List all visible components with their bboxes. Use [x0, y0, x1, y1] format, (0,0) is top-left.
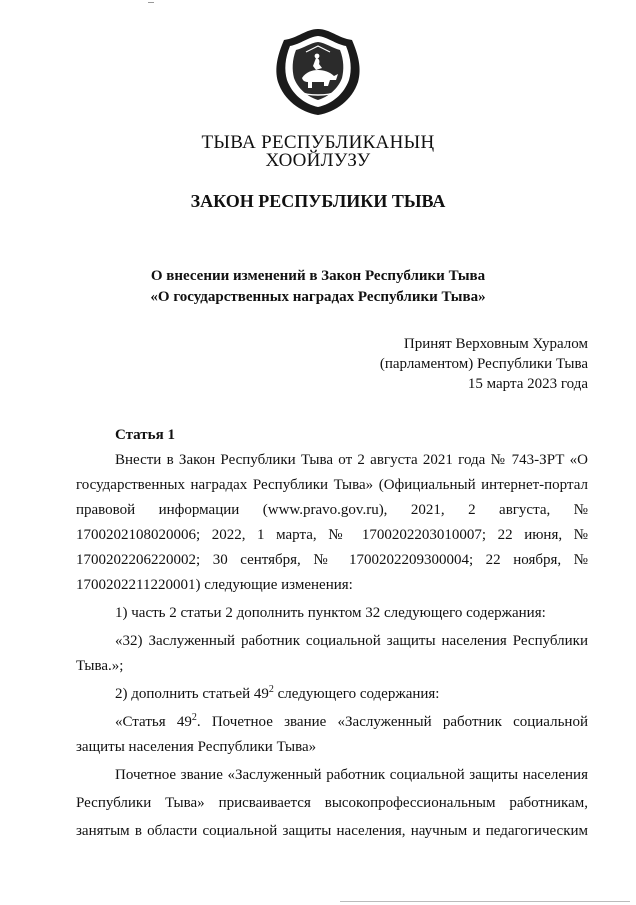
- adoption-line2: (парламентом) Республики Тыва: [379, 356, 588, 372]
- article-text-line: 1700202211220001) следующие изменения:: [76, 577, 353, 593]
- item2-superscript: 2: [268, 684, 274, 695]
- article-quote-line: Тыва.»;: [76, 658, 124, 674]
- new-article-heading-cont: защиты населения Республики Тыва»: [76, 739, 317, 755]
- article-text-line: правовой информации (www.pravo.gov.ru), 2021, 2 августа, №: [76, 502, 588, 518]
- scan-mark: [148, 2, 154, 3]
- scan-edge: [340, 901, 630, 902]
- quote-prefix: «Статья 49: [115, 714, 192, 730]
- coat-of-arms-emblem: [272, 26, 364, 118]
- article-item-2: [76, 682, 588, 707]
- quote-superscript: 2: [191, 712, 197, 723]
- adoption-date: 15 марта 2023 года: [467, 376, 588, 392]
- article-heading: Статья 1: [115, 427, 175, 443]
- article-text-line: 1700202206220002; 30 сентября, № 1700202209300004; 22 ноября, №: [76, 552, 588, 568]
- final-text-line: Республики Тыва» присваивается высокопрофессиональным работникам,: [76, 795, 588, 811]
- article-text-line: государственных наградах Республики Тыва» (Официальный интернет-портал: [76, 477, 588, 493]
- republic-name-line2: ХООЙЛУЗУ: [265, 150, 371, 171]
- item2-prefix: 2) дополнить статьей 49: [115, 686, 269, 702]
- item2-suffix: следующего содержания:: [273, 686, 440, 702]
- article-body: [76, 423, 588, 844]
- article-text-line: 1700202108020006; 2022, 1 марта, № 1700202203010007; 22 июня, №: [76, 527, 588, 543]
- law-subject-line2: «О государственных наградах Республики Тыва»: [150, 289, 486, 305]
- republic-name-line1: ТЫВА РЕСПУБЛИКАНЫҢ: [201, 132, 435, 153]
- quote-suffix: . Почетное звание «Заслуженный работник социальной: [196, 714, 588, 730]
- adoption-line1: Принят Верховным Хуралом: [403, 336, 588, 352]
- article-item-1: 1) часть 2 статьи 2 дополнить пунктом 32 следующего содержания:: [115, 605, 546, 621]
- law-subject-line1: О внесении изменений в Закон Республики Тыва: [150, 268, 486, 284]
- final-text-line: Почетное звание «Заслуженный работник социальной защиты населения: [115, 767, 588, 783]
- final-text-line: занятым в области социальной защиты населения, научным и педагогическим: [76, 823, 588, 839]
- article-quote-line: «32) Заслуженный работник социальной защиты населения Республики: [115, 633, 588, 649]
- article-text-line: Внести в Закон Республики Тыва от 2 августа 2021 года № 743-ЗРТ «О: [115, 452, 588, 468]
- new-article-heading: [76, 710, 588, 735]
- law-title: ЗАКОН РЕСПУБЛИКИ ТЫВА: [190, 191, 446, 211]
